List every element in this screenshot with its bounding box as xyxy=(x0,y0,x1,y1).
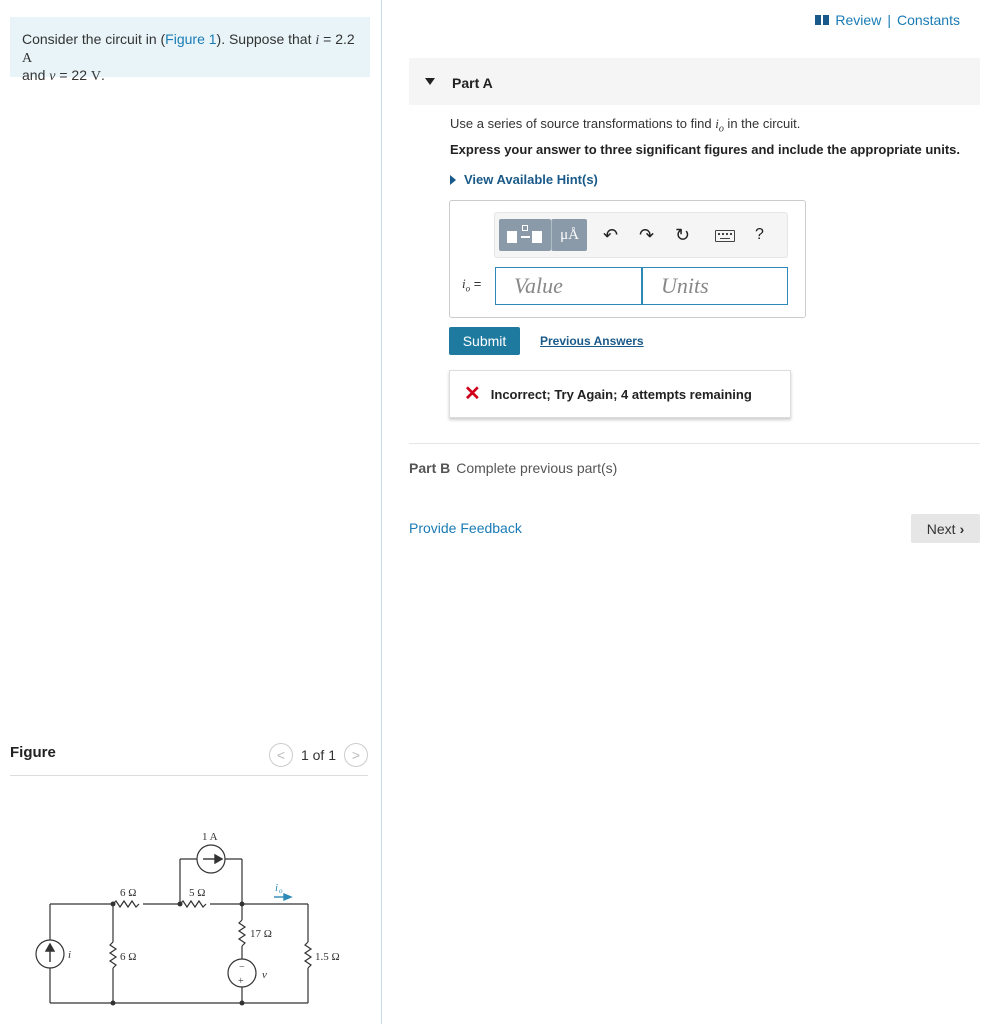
units-button[interactable]: μÅ xyxy=(551,219,587,251)
label-io-sub: o xyxy=(279,887,283,895)
review-link[interactable]: Review xyxy=(835,12,882,28)
error-x-icon: ✕ xyxy=(464,383,481,405)
chevron-right-icon[interactable]: > xyxy=(344,743,368,767)
redo-icon[interactable]: ↷ xyxy=(639,225,655,245)
caret-right-icon xyxy=(450,175,456,185)
math-toolbar xyxy=(494,212,788,258)
previous-answers-link[interactable]: Previous Answers xyxy=(540,334,644,348)
label-1p5ohm: 1.5 Ω xyxy=(315,951,340,963)
units-input[interactable]: Units xyxy=(642,267,788,305)
caret-down-icon xyxy=(425,78,435,85)
label-v-source: v xyxy=(262,969,267,981)
part-a-question: Use a series of source transformations to find $i_o$ in the circuit. xyxy=(450,116,801,135)
label-6ohm-shunt: 6 Ω xyxy=(120,951,137,963)
figure-link[interactable]: Figure 1 xyxy=(165,31,217,47)
part-b-label: Part B xyxy=(409,460,451,476)
value-input[interactable]: Value xyxy=(495,267,642,305)
label-i-source: i xyxy=(68,949,72,961)
part-b-status: Complete previous part(s) xyxy=(456,460,618,476)
feedback-message xyxy=(449,370,791,418)
submit-button[interactable]: Submit xyxy=(449,327,520,355)
part-a-header[interactable] xyxy=(409,58,980,105)
reset-icon[interactable]: ↻ xyxy=(675,225,691,245)
figure-title: Figure xyxy=(10,744,56,761)
answer-label: $i_o$ = xyxy=(462,276,482,294)
right-panel xyxy=(383,0,996,1024)
problem-statement: Consider the circuit in (Figure 1). Suppose that i = 2.2 A and v = 22 V. xyxy=(10,17,370,77)
label-io: i xyxy=(275,882,279,894)
divider xyxy=(409,443,980,444)
undo-icon[interactable]: ↶ xyxy=(603,225,619,245)
part-b-header xyxy=(409,460,617,476)
label-6ohm-top: 6 Ω xyxy=(120,887,137,899)
view-hints-toggle[interactable]: View Available Hint(s) xyxy=(450,172,598,187)
chevron-right-icon: › xyxy=(959,520,965,537)
book-icon xyxy=(815,15,829,25)
part-a-label: Part A xyxy=(452,75,493,91)
circuit-diagram xyxy=(30,820,350,1010)
review-constants: Review | Constants xyxy=(815,12,960,28)
label-17ohm: 17 Ω xyxy=(250,928,272,940)
help-button[interactable]: ? xyxy=(755,226,764,243)
provide-feedback-link[interactable]: Provide Feedback xyxy=(409,520,522,536)
templates-button[interactable] xyxy=(499,219,551,251)
figure-pager xyxy=(269,743,368,767)
keyboard-icon[interactable] xyxy=(715,230,735,242)
figure-header xyxy=(10,740,368,776)
chevron-left-icon[interactable]: < xyxy=(269,743,293,767)
next-button[interactable]: Next › xyxy=(911,514,980,543)
label-5ohm: 5 Ω xyxy=(189,887,206,899)
left-panel xyxy=(0,0,382,1024)
feedback-text: Incorrect; Try Again; 4 attempts remaining xyxy=(490,386,752,402)
answer-box xyxy=(449,200,806,318)
part-a-instruction: Express your answer to three significant figures and include the appropriate units. xyxy=(450,142,960,157)
constants-link[interactable]: Constants xyxy=(896,12,960,28)
label-minus: − xyxy=(239,962,245,973)
label-plus: + xyxy=(238,976,244,987)
label-1a-source: 1 A xyxy=(202,831,218,843)
pager-text: 1 of 1 xyxy=(300,747,336,763)
